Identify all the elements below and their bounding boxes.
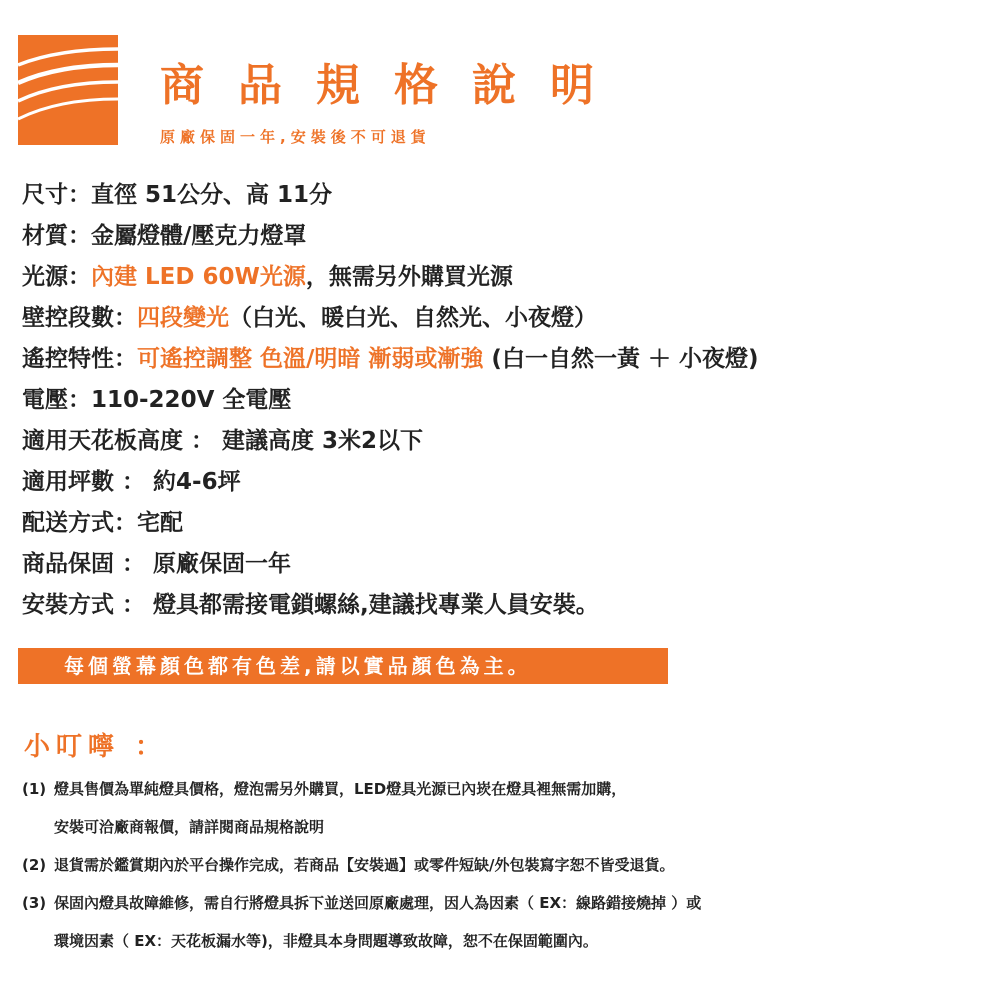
- tip-item: [22, 884, 982, 922]
- spec-value: (白一自然一黃 ＋ 小夜燈): [483, 346, 759, 372]
- spec-row-area: [22, 462, 982, 503]
- spec-label: 安裝方式 ：: [22, 592, 154, 618]
- spec-row-size: [22, 175, 982, 216]
- tips-list: [22, 770, 982, 960]
- spec-value: 110-220V 全電壓: [91, 387, 292, 413]
- tip-number: (3): [22, 894, 47, 912]
- spec-label: 電壓：: [22, 387, 91, 413]
- tip-text: 環境因素（ EX：天花板漏水等)，非燈具本身問題導致故障，恕不在保固範圍內。: [54, 932, 598, 950]
- spec-highlight: 四段變光: [137, 305, 229, 331]
- spec-value: （白光、暖白光、自然光、小夜燈）: [229, 305, 597, 331]
- color-notice-banner: 每個螢幕顏色都有色差,請以實品顏色為主。: [18, 648, 668, 684]
- spec-value: 原廠保固一年: [153, 551, 292, 577]
- tip-text: 保固內燈具故障維修，需自行將燈具拆下並送回原廠處理，因人為因素（ EX：線路錯接燒掉 ）或: [54, 894, 702, 912]
- spec-label: 壁控段數：: [22, 305, 137, 331]
- spec-row-wall-control: [22, 298, 982, 339]
- spec-label: 適用坪數 ：: [22, 469, 154, 495]
- spec-label: 材質：: [22, 223, 91, 249]
- spec-row-installation: [22, 585, 982, 626]
- tip-item: [22, 770, 982, 808]
- spec-highlight: 內建 LED 60W光源: [91, 264, 306, 290]
- page-subtitle: 原廠保固一年,安裝後不可退貨: [160, 128, 431, 146]
- spec-row-voltage: [22, 380, 982, 421]
- tip-text: 安裝可洽廠商報價，請詳閱商品規格說明: [54, 818, 325, 836]
- spec-row-ceiling-height: [22, 421, 982, 462]
- tip-text: 燈具售價為單純燈具價格，燈泡需另外購買，LED燈具光源已內崁在燈具裡無需加購，: [54, 780, 627, 798]
- tip-text: 退貨需於鑑賞期內於平台操作完成，若商品【安裝過】或零件短缺/外包裝寫字恕不皆受退貨。: [54, 856, 675, 874]
- spec-list: [22, 175, 982, 626]
- spec-value: 建議高度 3米2以下: [222, 428, 424, 454]
- orange-stripes-logo-icon: [18, 35, 118, 145]
- spec-label: 遙控特性：: [22, 346, 137, 372]
- spec-value: 金屬燈體/壓克力燈罩: [91, 223, 307, 249]
- spec-label: 光源：: [22, 264, 91, 290]
- spec-row-warranty: [22, 544, 982, 585]
- tip-number: (1): [22, 780, 47, 798]
- spec-label: 適用天花板高度 ：: [22, 428, 223, 454]
- spec-value: ，無需另外購買光源: [305, 264, 513, 290]
- tip-item: [22, 846, 982, 884]
- spec-label: 商品保固 ：: [22, 551, 154, 577]
- spec-row-material: [22, 216, 982, 257]
- spec-row-remote: [22, 339, 982, 380]
- tips-title: 小叮嚀 ：: [24, 732, 168, 762]
- spec-value: 約4-6坪: [153, 469, 241, 495]
- spec-row-light-source: [22, 257, 982, 298]
- spec-highlight: 可遙控調整 色溫/明暗 漸弱或漸強: [137, 346, 484, 372]
- spec-value: 宅配: [137, 510, 183, 536]
- spec-label: 配送方式：: [22, 510, 137, 536]
- tip-item-continued: [22, 922, 982, 960]
- page-title: 商品規格說明: [160, 60, 628, 111]
- spec-label: 尺寸：: [22, 182, 91, 208]
- spec-row-delivery: [22, 503, 982, 544]
- tip-item-continued: [22, 808, 982, 846]
- tip-number: (2): [22, 856, 47, 874]
- spec-value: 直徑 51公分、高 11分: [91, 182, 333, 208]
- spec-value: 燈具都需接電鎖螺絲,建議找專業人員安裝。: [153, 592, 599, 618]
